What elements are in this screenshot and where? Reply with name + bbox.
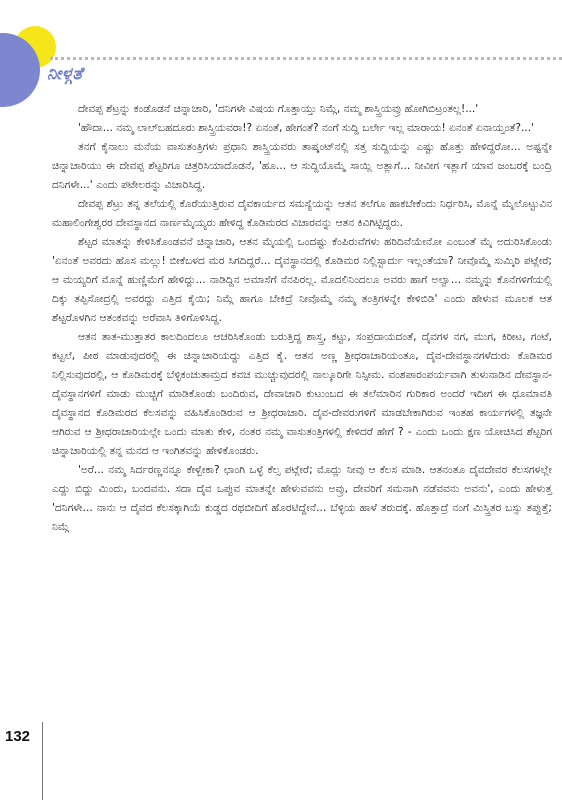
section-title: ನೀಳ್ಗತೆ <box>47 64 83 84</box>
page-number: 132 <box>5 728 31 745</box>
paragraph: ಆತನ ತಾತ-ಮುತ್ತಾತರ ಕಾಲದಿಂದಲೂ ಆಚರಿಸಿಕೊಂಡು ಬರುತ್ತಿದ್ದ ಶಾಸ್ತ್ರ, ಕಟ್ಟು, ಸಂಪ್ರದಾಯದಂತೆ, ದೈವಗಳ ನಗ, ಮುಗ, ಕಿರೀಟ, ಗಂಟೆ, ಕಟ್ಟಲೆ, ಪೀಠ ಮಾಡುವುದರಲ್ಲಿ ಈ ಚಿನ್ನಾಚಾರಿಯದ್ದು ಎತ್ತಿದ ಕೈ. ಆತನ ಅಣ್ಣ ಶ್ರೀಧರಾಚಾರಿಯಂತೂ, ದೈವ-ದೇವಸ್ಥಾನಗಳೆದುರು ಕೊಡಿಮರ ನಿಲ್ಲಿಸುವುದರಲ್ಲಿ, ಆ ಕೊಡಿಮರಕ್ಕೆ ಬೆಳ್ಳಿಕಂಚುತಾಮ್ರದ ಕವಚ ಮುಚ್ಚುವುದರಲ್ಲಿ ನಾಲ್ಕೂರಿಗೇ ನಿಸ್ಸೀಮ. ವಂಶಪಾರಂಪರ್ಯವಾಗಿ ತುಳುನಾಡಿನ ದೇವಸ್ಥಾನ-ದೈವಸ್ಥಾನಗಳಿಗೆ ಮಾಡು ಮುಚ್ಚಿಗೆ ಮಾಡಿಕೊಂಡು ಬಂದಿರುವ, ದೇವಾಚಾರಿ ಕುಟುಂಬದ ಈ ತಲೆಮಾರಿನ ಗುರಿಕಾರ ಅಂದರೆ ಇದೀಗ ಈ ಧೂಮಾವತಿ ದೈವಸ್ಥಾನದ ಕೊಡಿಮರದ ಕೆಲಸವನ್ನು ವಹಿಸಿಕೊಂಡಿರುವ ಆ ಶ್ರೀಧರಾಚಾರಿ. ದೈವ-ದೇವರುಗಳಿಗೆ ಮಾಡಬೇಕಾಗಿರುವ ಇಂತಹ ಕಾರ್ಯಗಳಲ್ಲಿ ತಜ್ಞನೇ ಆಗಿರುವ ಆ ಶ್ರೀಧರಾಚಾರಿಯಲ್ಲೇ ಒಂದು ಮಾತು ಕೇಳಿ, ನಂತರ ನಮ್ಮ ವಾಸುತಂತ್ರಿಗಳಲ್ಲಿ ಕೇಳಿದರೆ ಹೇಗೆ ? - ಎಂದು ಒಂದು ಕ್ಷಣ ಯೋಚಿಸಿದ ಶೆಟ್ಟರಿಗ ಚಿನ್ನಾಚಾರಿಯಲ್ಲಿ ತನ್ನ ಮನದ ಆ ಇಂಗಿತವನ್ನು ಹೇಳಿಕೊಂಡರು. <box>52 331 552 457</box>
paragraph: ತನಗೆ ಕೈನಾಲು ಮನೆಯ ವಾಸುತಂತ್ರಿಗಳು ಪ್ರಧಾನಿ ಶಾಸ್ತ್ರಿಯವರು ತಾಷ್ಕಂಟ್‌ನಲ್ಲಿ ಸತ್ತ ಸುದ್ದಿಯನ್ನು ಎಷ್ಟು ಹೊತ್ತು ಹೇಳಿದ್ದರೋ... ಅಷ್ಟನ್ನೇ ಚಿನ್ನಾಚಾರಿಯು ಈ ದೇವಪ್ಪ ಶೆಟ್ಟರಿಗೂ ಚಿತ್ರರಿಸಿಯಾದೊಡನೆ, 'ಹೂ... ಆ ಸುದ್ದಿಯೊಮ್ಮೆ ಸಾಯ್ಲಿ ಅತ್ಲಾಗೆ... ನೀವೀಗ ಇತ್ಲಾಗೆ ಯಾವ ಜಂಬರಕ್ಕೆ ಬಂದ್ರಿ ದನಿಗಳೇ...' ಎಂದು ಪಟೇಲರನ್ನು ವಿಚಾರಿಸಿದ್ದ. <box>52 141 552 191</box>
paragraph: ದೇವಪ್ಪ ಶೆಟ್ರು ತನ್ನ ತಲೆಯಲ್ಲಿ ಕೊರೆಯುತ್ತಿರುವ ದೈವಕಾರ್ಯದ ಸಮಸ್ಯೆಯನ್ನು ಆತನ ತಲೆಗೂ ಹಾಕಬೇಕೆಂದು ನಿರ್ಧರಿಸಿ, ಮೊನ್ನೆ ಮೈಲೊಟ್ಟುವಿನ ಮಹಾಲಿಂಗೇಶ್ವರರ ದೇವಸ್ಥಾನದ ನಾರ್ಣಮೈಯ್ಯರು ಹೇಳಿದ್ದ ಕೊಡಿಮರದ ವಿಚಾರವನ್ನು ಆತನ ಕಿವಿಗಿಟ್ಟಿದ್ದರು. <box>52 198 552 229</box>
paragraph: ಶೆಟ್ಟರ ಮಾತನ್ನು ಕೇಳಿಸಿಕೊಂಡವನೆ ಚಿನ್ನಾಚಾರಿ, ಆತನ ಮೈಯಲ್ಲಿ ಒಂದಷ್ಟು ಕೆಂಪಿರುವೆಗಳು ಹರಿದಿವೆಯೇನೋ ಎಂಬಂತೆ ಮೈ ಅದುರಿಸಿಕೊಂಡು 'ಏನಂತೆ ಅವರದು ಹೊಸ ಮಲ್ಲು! ಬೀಕೆಬಳದ ಮರ ಸಿಗದಿದ್ದರೆ... ದೈವಸ್ಥಾನದಲ್ಲಿ ಕೊಡಿಮರ ನಿಲ್ಲಿಸ್ಬಾರ್ದು ಇಲ್ಲಂತೆಯಾ? ನೀವೊಮ್ಮೆ ಸುಮ್ಕಿರಿ ಪಟ್ಲೇರೆ; ಆ ಮಯ್ಯರಿಗೆ ಮೊನ್ನೆ ಹುಣ್ಣಿಮೆಗೆ ಹೇಳಿದ್ದು... ನಾಡಿದ್ದಿನ ಅಮಾಸೆಗೆ ನೆನಪಿರಲ್ಲ. ಮೊದಲಿನಿಂದಲೂ ಅವರು ಹಾಗೆ ಅಲ್ವಾ... ನಮ್ಮನ್ನು ಕೊನೆಗಳಿಗೆಯಲ್ಲಿ ದಿಕ್ಕು ತಪ್ಪಿಸೋದ್ರಲ್ಲಿ ಅವರದ್ದು ಎತ್ತಿದ ಕೈಯಿ; ನಿಮ್ಗೆ ಹಾಗೂ ಬೇಕಿದ್ರೆ ನೀವೊಮ್ಮೆ ನಮ್ಮ ತಂತ್ರಿಗಳನ್ನೇ ಕೇಳಿಬಿಡಿ' ಎಂದು ಹೇಳುವ ಮೂಲಕ ಆತ ಶೆಟ್ಟರೊಳಗಿನ ಆತಂಕವನ್ನು ಅರೆವಾಸಿ ತಿಳಿಗೊಳಿಸಿದ್ದ. <box>52 236 552 324</box>
margin-rule <box>42 722 43 800</box>
header-dotted-rule <box>50 57 562 60</box>
article-body <box>52 100 552 537</box>
paragraph: ದೇವಪ್ಪ ಶೆಟ್ರನ್ನು ಕಂಡೊಡನೆ ಚಿನ್ನಾಚಾರಿ, 'ದನಿಗಳೇ ವಿಷಯ ಗೊತ್ತಾಯ್ತು ನಿಮ್ಗೆ, ನಮ್ಮ ಶಾಸ್ತ್ರಿಯವ್ರು ಹೋಗಿಬಿಟ್ರಂತಲ್ಲ!...' <box>78 103 479 115</box>
paragraph: 'ಅರೆ... ನಮ್ಮ ಸಿರ್ದರಣ್ಣನನ್ನೂ ಕೇಳ್ಬೇಕಾ? ಛಾಂಗಿ ಒಳ್ಳೆ ಕೆಲ್ಸ ಪಟ್ಲೇರೆ; ಮೊದ್ಲು ನೀವು ಆ ಕೆಲಸ ಮಾಡಿ. ಆತನಂತೂ ದೈವದೇವರ ಕೆಲಸಗಳಲ್ಲೇ ಎದ್ದು ಬಿದ್ದು ಮಿಂದು, ಬಂದವನು. ಸದಾ ದೈವ ಒಪ್ಪುವ ಮಾತನ್ನೇ ಹೇಳುವವನು ಅವ್ರು, ದೇವರಿಗೆ ಸಮನಾಗಿ ನಡೆವವನು ಅವನು', ಎಂದು ಹೇಳುತ್ತ 'ದನಿಗಳೇ... ನಾನು ಆ ದೈವದ ಕೆಲಸಕ್ಕಾಗಿಯೆ ಕುಡ್ಡದ ರಥಬೀದಿಗೆ ಹೊರಟಿದ್ದೇನೆ... ಬೆಳ್ಳಿಯ ಹಾಳೆ ತರುದಕ್ಕೆ. ಹೊತ್ತಾದ್ರೆ ನಂಗೆ ಮಿಸ್ತ್ರಿತರ ಬಸ್ಸು ತಪ್ಪುತ್ತೆ; ನಿಮ್ಗೆ <box>52 464 552 533</box>
paragraph: 'ಹೌದಾ... ನಮ್ಮ ಲಾಲ್‌ಬಹದೂರು ಶಾಸ್ತ್ರಿಯವರಾ!? ಏನಂತೆ, ಹೇಗಂತೆ? ನಂಗೆ ಸುದ್ದಿ ಬರ್ಲೇ ಇಲ್ಲ ಮಾರಾಯ! ಏನಂತೆ ಏನಾಯ್ತಂತೆ?...' <box>78 122 534 134</box>
